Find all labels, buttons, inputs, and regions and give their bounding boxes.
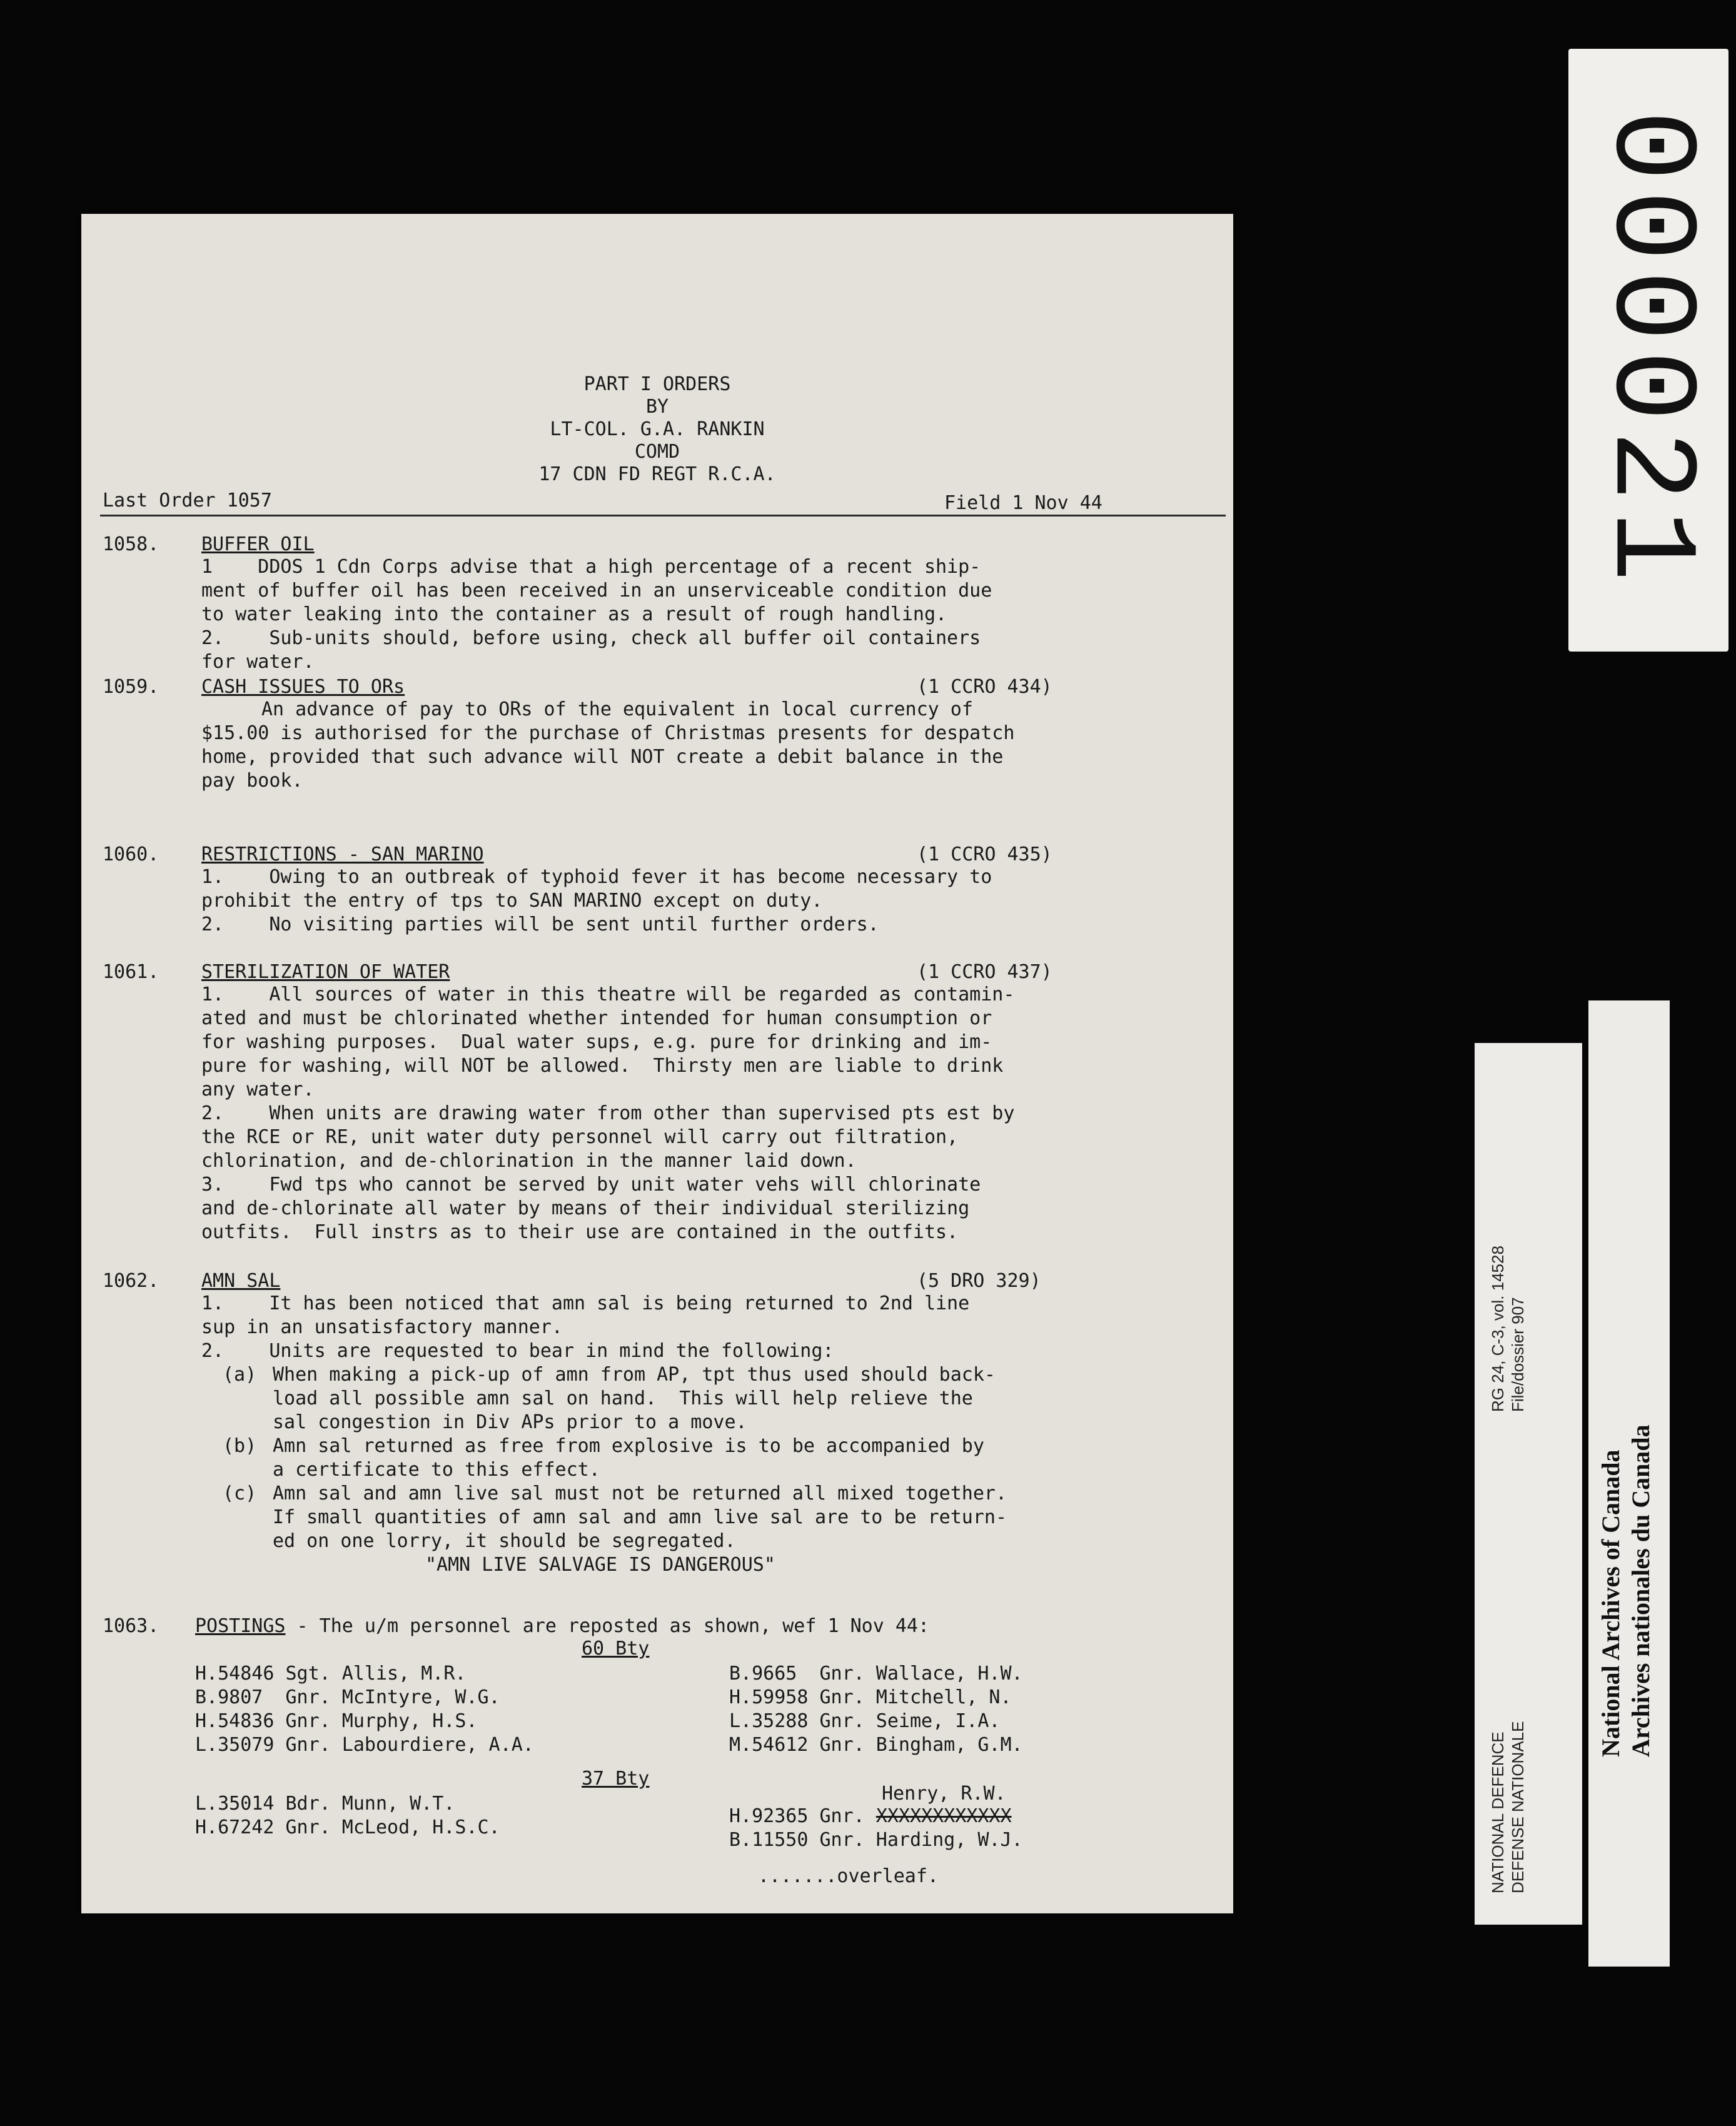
battery-37-right-list xyxy=(729,1805,1023,1852)
order-1058-number: 1058. xyxy=(103,533,159,555)
order-1062-line: 1. It has been noticed that amn sal is being returned to 2nd line xyxy=(201,1292,970,1314)
last-order-ref: Last Order 1057 xyxy=(103,490,272,511)
posting-entry: H.54836 Gnr. Murphy, H.S. xyxy=(195,1710,478,1732)
file-number: 000021 xyxy=(1581,109,1716,591)
order-1058-line: to water leaking into the container as a result of rough handling. xyxy=(201,603,947,625)
order-1061-number: 1061. xyxy=(103,961,159,983)
header-line-2: BY xyxy=(645,396,669,418)
order-1059-line: An advance of pay to ORs of the equivalent in local currency of xyxy=(261,698,973,720)
battery-60-right-list xyxy=(729,1662,1023,1757)
subitem-text: ed on one lorry, it should be segregated. xyxy=(273,1530,736,1552)
archive-name-french: Archives nationales du Canada xyxy=(1627,1424,1655,1757)
order-1061-line: and de-chlorinate all water by means of their individual sterilizing xyxy=(201,1197,970,1219)
posting-entry: B.9807 Gnr. McIntyre, W.G. xyxy=(195,1686,500,1708)
order-1061-line: chlorination, and de-chlorination in the manner laid down. xyxy=(201,1150,857,1172)
subitem-text: sal congestion in Div APs prior to a move. xyxy=(273,1411,747,1433)
department-french: DEFENSE NATIONALE xyxy=(1508,1721,1527,1893)
order-1060-body xyxy=(201,865,992,937)
subitem-text: If small quantities of amn sal and amn live sal are to be return- xyxy=(273,1506,1007,1528)
order-1060-title: RESTRICTIONS - SAN MARINO xyxy=(201,844,484,865)
order-1061-line: outfits. Full instrs as to their use are contained in the outfits. xyxy=(201,1221,959,1243)
file-number-stamp xyxy=(1568,49,1728,652)
order-1062-body xyxy=(201,1292,969,1363)
archive-name-english: National Archives of Canada xyxy=(1597,1449,1625,1757)
order-1061-line: pure for washing, will NOT be allowed. Thirsty men are liable to drink xyxy=(201,1055,1004,1077)
order-1060-line: prohibit the entry of tps to SAN MARINO except on duty. xyxy=(201,890,823,912)
order-1058-line: ment of buffer oil has been received in an unserviceable condition due xyxy=(201,580,992,602)
subitem-text: a certificate to this effect. xyxy=(273,1459,600,1481)
order-1060-line: 2. No visiting parties will be sent until further orders. xyxy=(201,914,879,935)
order-1058-line: 1 DDOS 1 Cdn Corps advise that a high percentage of a recent ship- xyxy=(201,556,981,578)
subitem-text: Amn sal returned as free from explosive is to be accompanied by xyxy=(273,1435,984,1457)
order-1062-line: 2. Units are requested to bear in mind the following: xyxy=(201,1340,834,1362)
archive-ref-1: RG 24, C-3, vol. 14528 xyxy=(1488,1246,1507,1412)
archive-reference-label xyxy=(1475,1043,1582,1925)
battery-37-heading: 37 Bty xyxy=(582,1768,650,1790)
battery-60-left-list xyxy=(195,1662,534,1757)
order-1061-body xyxy=(201,983,1014,1244)
order-1059-reference: (1 CCRO 434) xyxy=(917,676,1052,698)
order-1062-reference: (5 DRO 329) xyxy=(917,1270,1041,1292)
subitem-text: load all possible amn sal on hand. This will help relieve the xyxy=(273,1388,973,1409)
header-line-1: PART I ORDERS xyxy=(583,373,731,395)
order-1061-line: for washing purposes. Dual water sups, e.g. pure for drinking and im- xyxy=(201,1031,992,1053)
order-1059-body xyxy=(201,698,1014,793)
order-1058-line: 2. Sub-units should, before using, check all buffer oil containers xyxy=(201,627,981,649)
order-1061-title: STERILIZATION OF WATER xyxy=(201,961,450,983)
order-1059-line: pay book. xyxy=(201,770,303,792)
subitem-text: When making a pick-up of amn from AP, tpt thus used should back- xyxy=(273,1364,996,1386)
order-1059-number: 1059. xyxy=(103,676,159,698)
order-1063-title: POSTINGS xyxy=(195,1615,286,1637)
posting-entry: H.67242 Gnr. McLeod, H.S.C. xyxy=(195,1816,500,1838)
order-1062-subitems xyxy=(223,1363,1007,1553)
struck-out-name: XXXXXXXXXXXX xyxy=(876,1805,1012,1827)
order-1060-number: 1060. xyxy=(103,844,159,865)
order-1061-line: ated and must be chlorinated whether intended for human consumption or xyxy=(201,1007,992,1029)
subitem-marker: (a) xyxy=(223,1364,257,1386)
order-1059-title: CASH ISSUES TO ORs xyxy=(201,676,405,698)
order-1062-line: sup in an unsatisfactory manner. xyxy=(201,1316,563,1338)
handwritten-correction: Henry, R.W. xyxy=(882,1783,1006,1805)
posting-entry: B.9665 Gnr. Wallace, H.W. xyxy=(729,1663,1023,1685)
header-line-5: 17 CDN FD REGT R.C.A. xyxy=(538,463,776,485)
header-line-4: COMD xyxy=(634,441,680,463)
order-1060-line: 1. Owing to an outbreak of typhoid fever it has become necessary to xyxy=(201,866,992,888)
order-1061-line: 1. All sources of water in this theatre will be regarded as contamin- xyxy=(201,984,1015,1005)
posting-entry: B.11550 Gnr. Harding, W.J. xyxy=(729,1829,1023,1851)
posting-entry: H.54846 Sgt. Allis, M.R. xyxy=(195,1663,467,1685)
posting-entry: H.92365 Gnr. xyxy=(729,1805,876,1827)
posting-entry: L.35288 Gnr. Seime, I.A. xyxy=(729,1710,1001,1732)
posting-entry: L.35079 Gnr. Labourdiere, A.A. xyxy=(195,1734,534,1756)
subitem-marker: (c) xyxy=(223,1483,257,1504)
header-line-3: LT-COL. G.A. RANKIN xyxy=(550,418,765,440)
order-1063-intro: - The u/m personnel are reposted as shown, wef 1 Nov 44: xyxy=(285,1615,930,1637)
order-1061-reference: (1 CCRO 437) xyxy=(917,961,1052,983)
order-1060-reference: (1 CCRO 435) xyxy=(917,844,1052,865)
order-1058-body xyxy=(201,555,992,674)
battery-37-left-list xyxy=(195,1792,500,1840)
order-1063-number: 1063. xyxy=(103,1615,159,1637)
order-1061-line: 3. Fwd tps who cannot be served by unit water vehs will chlorinate xyxy=(201,1174,981,1196)
order-1059-line: home, provided that such advance will NOT create a debit balance in the xyxy=(201,746,1004,768)
header-rule xyxy=(100,515,1226,516)
posting-entry: M.54612 Gnr. Bingham, G.M. xyxy=(729,1734,1023,1756)
posting-entry: L.35014 Bdr. Munn, W.T. xyxy=(195,1793,455,1815)
amn-slogan: "AMN LIVE SALVAGE IS DANGEROUS" xyxy=(425,1554,775,1576)
battery-60-heading: 60 Bty xyxy=(582,1638,650,1660)
order-1061-line: any water. xyxy=(201,1079,315,1101)
field-date: Field 1 Nov 44 xyxy=(944,492,1103,514)
posting-entry: H.59958 Gnr. Mitchell, N. xyxy=(729,1686,1012,1708)
archive-ref-2: File/dossier 907 xyxy=(1508,1297,1527,1412)
document-page xyxy=(81,214,1233,1913)
order-1061-line: 2. When units are drawing water from other than supervised pts est by xyxy=(201,1102,1015,1124)
order-1058-title: BUFFER OIL xyxy=(201,533,315,555)
department-english: NATIONAL DEFENCE xyxy=(1488,1731,1507,1893)
order-1058-line: for water. xyxy=(201,651,315,673)
archive-name-tab xyxy=(1588,1000,1670,1967)
subitem-text: Amn sal and amn live sal must not be returned all mixed together. xyxy=(273,1483,1007,1504)
order-1059-line: $15.00 is authorised for the purchase of Christmas presents for despatch xyxy=(201,722,1015,744)
order-1062-number: 1062. xyxy=(103,1270,159,1292)
overleaf-note: .......overleaf. xyxy=(758,1865,939,1887)
subitem-marker: (b) xyxy=(223,1435,257,1457)
order-1061-line: the RCE or RE, unit water duty personnel will carry out filtration, xyxy=(201,1126,959,1148)
order-1062-title: AMN SAL xyxy=(201,1270,281,1292)
